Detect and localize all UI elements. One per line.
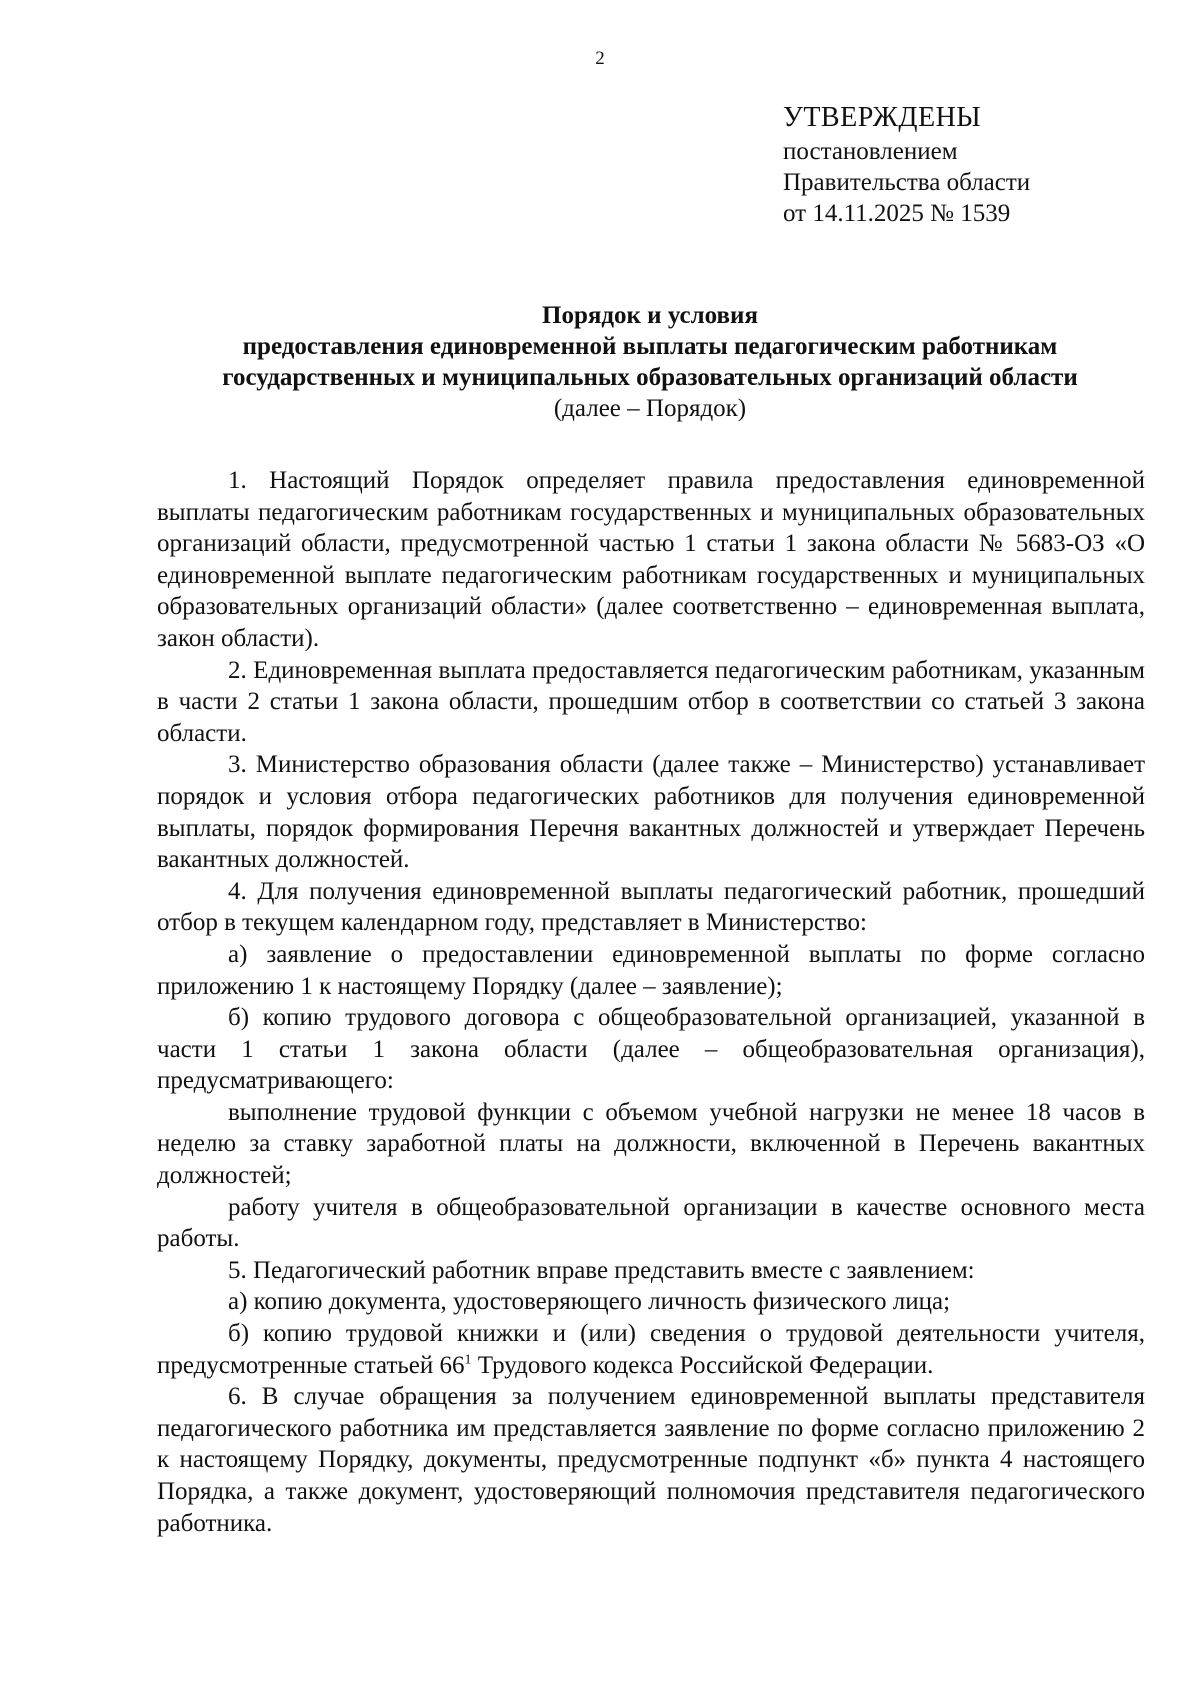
paragraph-5b — [157, 1318, 1145, 1381]
document-body — [157, 465, 1145, 1539]
approval-heading: УТВЕРЖДЕНЫ — [783, 102, 982, 133]
title-line-2: предоставления единовременной выплаты педагогическим работникам — [242, 333, 1058, 360]
page-number: 2 — [595, 48, 605, 69]
approval-line-1: постановлением — [783, 138, 958, 165]
document-title — [150, 300, 1150, 424]
paragraph-4a: а) заявление о предоставлении единовременной выплаты по форме согласно приложению 1 к настоящему Порядку (далее – заявление); — [157, 940, 1145, 1000]
paragraph-4b-1: выполнение трудовой функции с объемом учебной нагрузки не менее 18 часов в неделю за ставку заработной платы на должности, включенной в Перечень вакантных должностей; — [157, 1098, 1145, 1190]
article-superscript: 1 — [464, 1352, 472, 1368]
approval-line-3: от 14.11.2025 № 1539 — [783, 200, 1011, 227]
paragraph-5a: а) копию документа, удостоверяющего личность физического лица; — [228, 1288, 951, 1316]
paragraph-4b-2: работу учителя в общеобразовательной организации в качестве основного места работы. — [157, 1193, 1145, 1253]
title-line-1: Порядок и условия — [542, 302, 758, 329]
paragraph-4: 4. Для получения единовременной выплаты педагогический работник, прошедший отбор в текущем календарном году, представляет в Министерство: — [157, 877, 1145, 937]
approval-line-2: Правительства области — [783, 169, 1031, 196]
paragraph-5b-end: Трудового кодекса Российской Федерации. — [471, 1351, 934, 1379]
paragraph-2: 2. Единовременная выплата предоставляется педагогическим работникам, указанным в части 2 статьи 1 закона области, прошедшим отбор в соответствии со статьей 3 закона области. — [157, 656, 1145, 747]
paragraph-4b: б) копию трудового договора с общеобразовательной организацией, указанной в части 1 статьи 1 закона области (далее – общеобразовательная организация), предусматривающего: — [157, 1004, 1145, 1095]
title-line-4: (далее – Порядок) — [553, 395, 747, 422]
approval-stamp — [783, 100, 1030, 229]
paragraph-5: 5. Педагогический работник вправе представить вместе с заявлением: — [228, 1256, 975, 1284]
paragraph-1: 1. Настоящий Порядок определяет правила предоставления единовременной выплаты педагогическим работникам государственных и муниципальных образовательных организаций области, предусмотренной частью 1 статьи 1 закона области № 5683-ОЗ «О единовременной выплате педагогическим работникам государственных и муниципальных образовательных организаций области» (далее соответственно – единовременная выплата, закон области). — [157, 467, 1145, 652]
paragraph-6: 6. В случае обращения за получением единовременной выплаты представителя педагогического работника им представляется заявление по форме согласно приложению 2 к настоящему Порядку, документы, предусмотренные подпункт «б» пункта 4 настоящего Порядка, а также документ, удостоверяющий полномочия представителя педагогического работника. — [157, 1383, 1145, 1537]
paragraph-5b-start: б) копию трудовой книжки и (или) сведения о трудовой деятельности учителя, предусмотренные статьей 66 — [157, 1320, 1145, 1379]
title-line-3: государственных и муниципальных образовательных организаций области — [222, 364, 1078, 391]
paragraph-3: 3. Министерство образования области (далее также – Министерство) устанавливает порядок и условия отбора педагогических работников для получения единовременной выплаты, порядок формирования Перечня вакантных должностей и утверждает Перечень вакантных должностей. — [157, 751, 1145, 874]
